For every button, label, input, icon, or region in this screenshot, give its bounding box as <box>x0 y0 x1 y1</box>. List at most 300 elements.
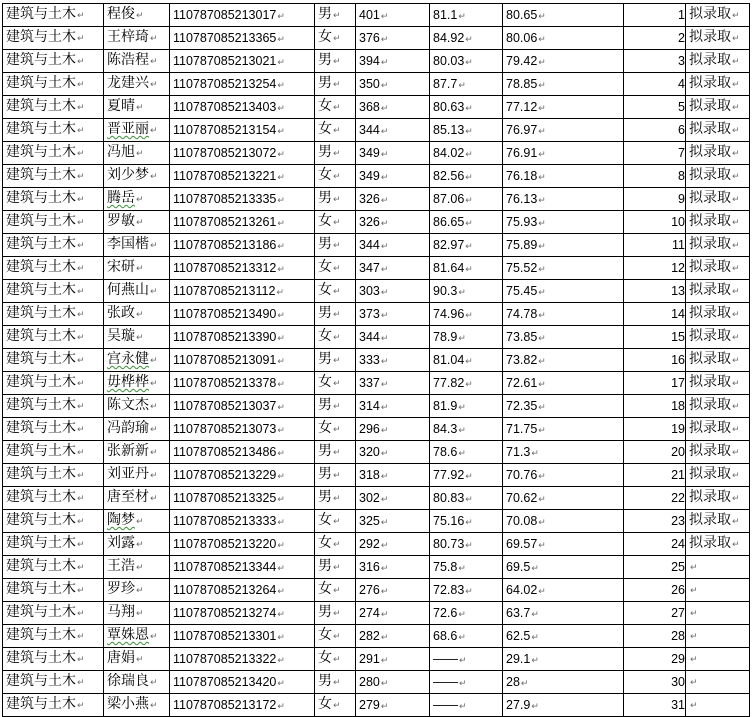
paragraph-mark-icon: ↵ <box>465 493 473 504</box>
table-row <box>3 27 750 50</box>
table-row <box>3 533 750 556</box>
name-cell-text: 毋桦桦 <box>107 374 149 390</box>
status-cell-text: 拟录取 <box>689 52 731 68</box>
paragraph-mark-icon: ↵ <box>732 264 740 274</box>
total-score-cell-text: 70.62 <box>506 490 538 505</box>
rank-cell <box>624 257 686 280</box>
name-cell-text: 陶梦 <box>107 512 135 528</box>
status-cell-text: 拟录取 <box>689 213 731 229</box>
gender-cell <box>315 556 356 579</box>
paragraph-mark-icon: ↵ <box>333 195 341 205</box>
paragraph-mark-icon: ↵ <box>150 57 158 67</box>
exam-id-cell-text: 110787085213322 <box>173 651 277 666</box>
prelim-score-cell-text: 320 <box>359 444 380 459</box>
total-score-cell-text: 80.06 <box>506 30 538 45</box>
major-cell-text: 建筑与土木 <box>6 351 76 367</box>
paragraph-mark-icon: ↵ <box>333 448 341 458</box>
name-cell <box>104 694 170 717</box>
paragraph-mark-icon: ↵ <box>136 517 144 527</box>
rank-cell <box>624 27 686 50</box>
gender-cell-text: 男 <box>318 144 332 160</box>
rank-cell <box>624 372 686 395</box>
paragraph-mark-icon: ↵ <box>277 148 285 159</box>
paragraph-mark-icon: ↵ <box>531 447 539 458</box>
status-cell <box>686 510 750 533</box>
rank-cell-text: 26 <box>671 583 685 597</box>
retest-score-cell-text: —— <box>433 674 458 689</box>
paragraph-mark-icon: ↵ <box>465 355 473 366</box>
paragraph-mark-icon: ↵ <box>531 654 539 665</box>
paragraph-mark-icon: ↵ <box>538 33 546 44</box>
status-cell-text: 拟录取 <box>689 420 731 436</box>
name-cell-text: 龙建兴 <box>107 75 149 91</box>
retest-score-cell <box>430 533 503 556</box>
paragraph-mark-icon: ↵ <box>732 540 740 550</box>
paragraph-mark-icon: ↵ <box>77 34 85 44</box>
paragraph-mark-icon: ↵ <box>277 355 285 366</box>
gender-cell-text: 男 <box>318 52 332 68</box>
paragraph-mark-icon: ↵ <box>538 56 546 67</box>
rank-cell-text: 21 <box>671 468 685 482</box>
total-score-cell <box>503 119 624 142</box>
retest-score-cell <box>430 142 503 165</box>
prelim-score-cell-text: 326 <box>359 214 380 229</box>
prelim-score-cell-text: 333 <box>359 352 380 367</box>
name-cell <box>104 27 170 50</box>
paragraph-mark-icon: ↵ <box>77 632 85 642</box>
status-cell-text: 拟录取 <box>689 305 731 321</box>
gender-cell <box>315 602 356 625</box>
name-cell <box>104 395 170 418</box>
gender-cell <box>315 119 356 142</box>
exam-id-cell <box>170 280 315 303</box>
paragraph-mark-icon: ↵ <box>277 516 285 527</box>
name-cell <box>104 349 170 372</box>
paragraph-mark-icon: ↵ <box>136 333 144 343</box>
prelim-score-cell-text: 347 <box>359 260 380 275</box>
exam-id-cell <box>170 671 315 694</box>
table-row <box>3 188 750 211</box>
retest-score-cell-text: 85.13 <box>433 122 465 137</box>
exam-id-cell <box>170 602 315 625</box>
prelim-score-cell <box>356 556 430 579</box>
paragraph-mark-icon: ↵ <box>380 309 389 320</box>
rank-cell <box>624 510 686 533</box>
rank-cell-text: 28 <box>671 629 685 643</box>
prelim-score-cell-text: 337 <box>359 375 380 390</box>
prelim-score-cell <box>356 303 430 326</box>
status-cell-text: 拟录取 <box>689 489 731 505</box>
rank-cell <box>624 303 686 326</box>
exam-id-cell-text: 110787085213264 <box>173 582 277 597</box>
exam-id-cell-text: 110787085213037 <box>173 398 277 413</box>
paragraph-mark-icon: ↵ <box>277 309 285 320</box>
paragraph-mark-icon: ↵ <box>150 379 158 389</box>
exam-id-cell-text: 110787085213091 <box>173 352 277 367</box>
rank-cell <box>624 349 686 372</box>
paragraph-mark-icon: ↵ <box>333 264 341 274</box>
total-score-cell-text: 71.3 <box>506 444 531 459</box>
total-score-cell-text: 76.13 <box>506 191 538 206</box>
retest-score-cell <box>430 602 503 625</box>
paragraph-mark-icon: ↵ <box>380 677 389 688</box>
name-cell-text: 何燕山 <box>107 282 149 298</box>
prelim-score-cell <box>356 326 430 349</box>
total-score-cell <box>503 257 624 280</box>
status-cell-text: 拟录取 <box>689 282 731 298</box>
status-cell <box>686 349 750 372</box>
paragraph-mark-icon: ↵ <box>333 103 341 113</box>
rank-cell-text: 24 <box>671 537 685 551</box>
paragraph-mark-icon: ↵ <box>150 471 158 481</box>
exam-id-cell <box>170 648 315 671</box>
name-cell <box>104 326 170 349</box>
rank-cell-text: 23 <box>671 514 685 528</box>
name-cell <box>104 372 170 395</box>
retest-score-cell <box>430 165 503 188</box>
prelim-score-cell-text: 344 <box>359 329 380 344</box>
paragraph-mark-icon: ↵ <box>465 263 473 274</box>
gender-cell <box>315 441 356 464</box>
retest-score-cell-text: 80.03 <box>433 53 465 68</box>
gender-cell-text: 男 <box>318 236 332 252</box>
paragraph-mark-icon: ↵ <box>333 379 341 389</box>
table-row <box>3 510 750 533</box>
paragraph-mark-icon: ↵ <box>458 286 466 297</box>
gender-cell-text: 男 <box>318 466 332 482</box>
name-cell-text: 覃姝恩 <box>107 627 149 643</box>
prelim-score-cell <box>356 4 430 27</box>
gender-cell <box>315 326 356 349</box>
paragraph-mark-icon: ↵ <box>465 217 473 228</box>
exam-id-cell <box>170 73 315 96</box>
status-cell-text: 拟录取 <box>689 259 731 275</box>
gender-cell-text: 女 <box>318 213 332 229</box>
exam-id-cell <box>170 326 315 349</box>
table-row <box>3 303 750 326</box>
paragraph-mark-icon: ↵ <box>458 332 466 343</box>
name-cell-text: 宫永健 <box>107 351 149 367</box>
paragraph-mark-icon: ↵ <box>333 11 341 21</box>
paragraph-mark-icon: ↵ <box>732 103 740 113</box>
paragraph-mark-icon: ↵ <box>333 402 341 412</box>
paragraph-mark-icon: ↵ <box>380 102 389 113</box>
rank-cell-text: 18 <box>671 399 685 413</box>
status-cell <box>686 50 750 73</box>
major-cell <box>3 50 104 73</box>
paragraph-mark-icon: ↵ <box>136 103 144 113</box>
exam-id-cell-text: 110787085213261 <box>173 214 277 229</box>
prelim-score-cell-text: 303 <box>359 283 380 298</box>
paragraph-mark-icon: ↵ <box>333 701 341 711</box>
retest-score-cell-text: 90.3 <box>433 283 458 298</box>
prelim-score-cell-text: 325 <box>359 513 380 528</box>
exam-id-cell <box>170 625 315 648</box>
paragraph-mark-icon: ↵ <box>538 309 546 320</box>
total-score-cell <box>503 464 624 487</box>
gender-cell-text: 女 <box>318 696 332 712</box>
total-score-cell-text: 75.93 <box>506 214 538 229</box>
name-cell <box>104 533 170 556</box>
gender-cell <box>315 418 356 441</box>
retest-score-cell-text: 72.83 <box>433 582 465 597</box>
paragraph-mark-icon: ↵ <box>77 356 85 366</box>
paragraph-mark-icon: ↵ <box>531 700 539 711</box>
name-cell-text: 唐娟 <box>107 650 135 666</box>
retest-score-cell <box>430 372 503 395</box>
status-cell <box>686 165 750 188</box>
status-cell-text: 拟录取 <box>689 374 731 390</box>
paragraph-mark-icon: ↵ <box>465 125 473 136</box>
prelim-score-cell-text: 401 <box>359 7 380 22</box>
rank-cell-text: 2 <box>678 31 685 45</box>
name-cell-text: 陈浩程 <box>107 52 149 68</box>
rank-cell <box>624 234 686 257</box>
rank-cell-text: 27 <box>671 606 685 620</box>
paragraph-mark-icon: ↵ <box>77 333 85 343</box>
major-cell <box>3 556 104 579</box>
admission-table <box>2 3 750 717</box>
paragraph-mark-icon: ↵ <box>136 264 144 274</box>
gender-cell-text: 女 <box>318 581 332 597</box>
retest-score-cell <box>430 510 503 533</box>
retest-score-cell-text: 77.92 <box>433 467 465 482</box>
name-cell <box>104 234 170 257</box>
total-score-cell-text: 72.35 <box>506 398 538 413</box>
name-cell-text: 唐至材 <box>107 489 149 505</box>
prelim-score-cell <box>356 234 430 257</box>
table-row <box>3 142 750 165</box>
paragraph-mark-icon: ↵ <box>277 10 285 21</box>
status-cell <box>686 73 750 96</box>
paragraph-mark-icon: ↵ <box>538 355 546 366</box>
paragraph-mark-icon: ↵ <box>77 517 85 527</box>
rank-cell <box>624 188 686 211</box>
retest-score-cell-text: 77.82 <box>433 375 465 390</box>
table-row <box>3 234 750 257</box>
rank-cell-text: 17 <box>671 376 685 390</box>
paragraph-mark-icon: ↵ <box>538 539 546 550</box>
retest-score-cell <box>430 464 503 487</box>
paragraph-mark-icon: ↵ <box>277 332 285 343</box>
status-cell <box>686 464 750 487</box>
status-cell-text: 拟录取 <box>689 75 731 91</box>
paragraph-mark-icon: ↵ <box>538 240 546 251</box>
name-cell <box>104 280 170 303</box>
paragraph-mark-icon: ↵ <box>277 102 285 113</box>
prelim-score-cell <box>356 464 430 487</box>
major-cell-text: 建筑与土木 <box>6 6 76 22</box>
paragraph-mark-icon: ↵ <box>732 517 740 527</box>
rank-cell <box>624 648 686 671</box>
paragraph-mark-icon: ↵ <box>333 149 341 159</box>
major-cell <box>3 96 104 119</box>
gender-cell-text: 女 <box>318 420 332 436</box>
prelim-score-cell-text: 274 <box>359 605 380 620</box>
total-score-cell <box>503 372 624 395</box>
gender-cell <box>315 372 356 395</box>
paragraph-mark-icon: ↵ <box>732 57 740 67</box>
table-row <box>3 395 750 418</box>
paragraph-mark-icon: ↵ <box>77 379 85 389</box>
paragraph-mark-icon: ↵ <box>277 631 285 642</box>
major-cell-text: 建筑与土木 <box>6 489 76 505</box>
prelim-score-cell <box>356 96 430 119</box>
paragraph-mark-icon: ↵ <box>136 149 144 159</box>
paragraph-mark-icon: ↵ <box>732 80 740 90</box>
total-score-cell-text: 69.5 <box>506 559 531 574</box>
rank-cell <box>624 441 686 464</box>
exam-id-cell <box>170 211 315 234</box>
rank-cell-text: 16 <box>671 353 685 367</box>
table-row <box>3 671 750 694</box>
prelim-score-cell-text: 373 <box>359 306 380 321</box>
rank-cell-text: 29 <box>671 652 685 666</box>
exam-id-cell-text: 110787085213365 <box>173 30 277 45</box>
rank-cell <box>624 418 686 441</box>
prelim-score-cell <box>356 73 430 96</box>
status-cell-text: 拟录取 <box>689 535 731 551</box>
name-cell-text: 腾岳 <box>107 190 135 206</box>
paragraph-mark-icon: ↵ <box>277 79 285 90</box>
gender-cell-text: 男 <box>318 351 332 367</box>
rank-cell <box>624 211 686 234</box>
exam-id-cell <box>170 441 315 464</box>
major-cell-text: 建筑与土木 <box>6 213 76 229</box>
exam-id-cell-text: 110787085213274 <box>173 605 277 620</box>
paragraph-mark-icon: ↵ <box>333 172 341 182</box>
name-cell <box>104 257 170 280</box>
retest-score-cell-text: 74.96 <box>433 306 465 321</box>
name-cell <box>104 211 170 234</box>
status-cell <box>686 625 750 648</box>
major-cell <box>3 234 104 257</box>
paragraph-mark-icon: ↵ <box>136 310 144 320</box>
prelim-score-cell <box>356 50 430 73</box>
table-row <box>3 418 750 441</box>
paragraph-mark-icon: ↵ <box>136 195 144 205</box>
exam-id-cell <box>170 487 315 510</box>
status-cell <box>686 188 750 211</box>
paragraph-mark-icon: ↵ <box>333 287 341 297</box>
retest-score-cell <box>430 119 503 142</box>
retest-score-cell-text: 84.02 <box>433 145 465 160</box>
paragraph-mark-icon: ↵ <box>77 425 85 435</box>
major-cell <box>3 510 104 533</box>
status-cell <box>686 27 750 50</box>
gender-cell-text: 男 <box>318 75 332 91</box>
retest-score-cell <box>430 694 503 717</box>
prelim-score-cell <box>356 165 430 188</box>
paragraph-mark-icon: ↵ <box>77 149 85 159</box>
paragraph-mark-icon: ↵ <box>277 263 285 274</box>
paragraph-mark-icon: ↵ <box>77 471 85 481</box>
total-score-cell <box>503 303 624 326</box>
paragraph-mark-icon: ↵ <box>77 195 85 205</box>
paragraph-mark-icon: ↵ <box>77 241 85 251</box>
paragraph-mark-icon: ↵ <box>732 379 740 389</box>
major-cell-text: 建筑与土木 <box>6 190 76 206</box>
total-score-cell <box>503 96 624 119</box>
major-cell <box>3 487 104 510</box>
exam-id-cell <box>170 50 315 73</box>
name-cell <box>104 96 170 119</box>
prelim-score-cell-text: 302 <box>359 490 380 505</box>
retest-score-cell-text: —— <box>433 651 458 666</box>
paragraph-mark-icon: ↵ <box>465 470 473 481</box>
exam-id-cell-text: 110787085213344 <box>173 559 277 574</box>
table-row <box>3 556 750 579</box>
paragraph-mark-icon: ↵ <box>465 539 473 550</box>
paragraph-mark-icon: ↵ <box>150 126 158 136</box>
paragraph-mark-icon: ↵ <box>732 425 740 435</box>
total-score-cell-text: 75.89 <box>506 237 538 252</box>
paragraph-mark-icon: ↵ <box>380 355 389 366</box>
paragraph-mark-icon: ↵ <box>77 701 85 711</box>
gender-cell-text: 女 <box>318 650 332 666</box>
major-cell <box>3 694 104 717</box>
paragraph-mark-icon: ↵ <box>690 632 698 642</box>
paragraph-mark-icon: ↵ <box>732 218 740 228</box>
status-cell-text: 拟录取 <box>689 190 731 206</box>
paragraph-mark-icon: ↵ <box>380 56 389 67</box>
prelim-score-cell-text: 292 <box>359 536 380 551</box>
table-row <box>3 326 750 349</box>
rank-cell-text: 25 <box>671 560 685 574</box>
status-cell-text: 拟录取 <box>689 443 731 459</box>
retest-score-cell-text: —— <box>433 697 458 712</box>
rank-cell <box>624 165 686 188</box>
paragraph-mark-icon: ↵ <box>732 11 740 21</box>
retest-score-cell <box>430 625 503 648</box>
name-cell <box>104 73 170 96</box>
total-score-cell-text: 70.08 <box>506 513 538 528</box>
major-cell-text: 建筑与土木 <box>6 535 76 551</box>
paragraph-mark-icon: ↵ <box>465 309 473 320</box>
paragraph-mark-icon: ↵ <box>277 33 285 44</box>
paragraph-mark-icon: ↵ <box>380 654 389 665</box>
rank-cell-text: 20 <box>671 445 685 459</box>
major-cell-text: 建筑与土木 <box>6 144 76 160</box>
paragraph-mark-icon: ↵ <box>538 470 546 481</box>
exam-id-cell <box>170 119 315 142</box>
paragraph-mark-icon: ↵ <box>458 447 466 458</box>
prelim-score-cell <box>356 372 430 395</box>
retest-score-cell-text: 84.3 <box>433 421 458 436</box>
paragraph-mark-icon: ↵ <box>380 447 389 458</box>
prelim-score-cell <box>356 441 430 464</box>
retest-score-cell-text: 68.6 <box>433 628 458 643</box>
gender-cell-text: 男 <box>318 443 332 459</box>
name-cell-text: 王浩 <box>107 558 135 574</box>
paragraph-mark-icon: ↵ <box>458 79 466 90</box>
paragraph-mark-icon: ↵ <box>380 585 389 596</box>
major-cell <box>3 326 104 349</box>
exam-id-cell <box>170 165 315 188</box>
table-row <box>3 4 750 27</box>
prelim-score-cell <box>356 349 430 372</box>
paragraph-mark-icon: ↵ <box>277 401 285 412</box>
total-score-cell <box>503 625 624 648</box>
paragraph-mark-icon: ↵ <box>458 10 466 21</box>
gender-cell-text: 女 <box>318 282 332 298</box>
total-score-cell <box>503 27 624 50</box>
prelim-score-cell-text: 368 <box>359 99 380 114</box>
exam-id-cell-text: 110787085213325 <box>173 490 277 505</box>
rank-cell <box>624 50 686 73</box>
gender-cell <box>315 395 356 418</box>
table-row <box>3 280 750 303</box>
